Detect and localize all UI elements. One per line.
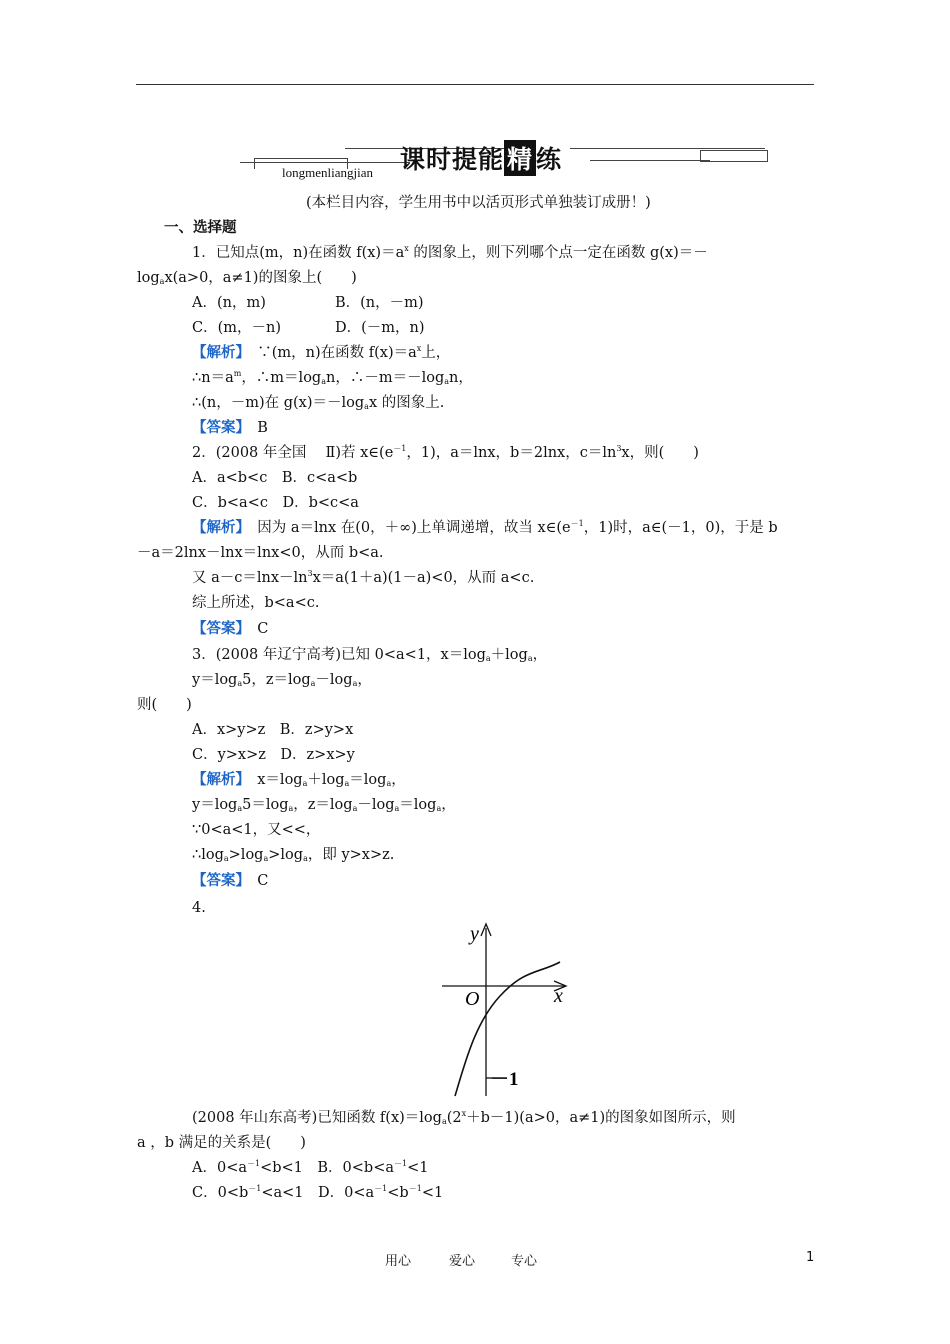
q2-explanation-line2: －a＝2lnx－lnx＝lnx<0，从而 b<a. [137,545,384,561]
q1-option-a: A．(n，m) [192,295,266,311]
function-graph [430,918,580,1098]
section-heading: 一、选择题 [164,219,237,236]
q4-stem-line2: a ，b 满足的关系是( ) [137,1135,306,1151]
q2-stem: 2．(2008 年全国 Ⅱ)若 $x\in(e^{-1}$，1)，a＝lnx，b＝2lnx，$c=\ln^3x$，则( ) [192,444,699,461]
q3-stem-line2: $y=\log_a5$，$z=\log_a-\log_a$， [192,672,372,688]
banner-subtitle: longmenliangjian [282,165,373,180]
q1-option-b: B．(n，－m) [335,295,424,311]
q2-explanation-line4: 综上所述，b<a<c. [192,595,320,611]
q1-option-d: D．(－m，n) [335,320,425,336]
q2-explanation-line3: 又 $a-c=\ln x-\ln^3x=a(1+a)(1-a)<0$，从而 a<c. [192,569,535,586]
q4-options-ab: A．$0<a^{-1}<b<1$ B．$0<b<a^{-1}<1$ [192,1159,429,1176]
q3-explanation-line1: 【解析】 $x=\log_a+\log_a=\log_a$， [192,771,406,788]
q1-explanation-line3: ∴(n，－m)在 $g(x)=-\log_ax$ 的图象上. [192,395,445,411]
header-rule [136,84,814,85]
q2-options-ab: A．a<b<c B．c<a<b [192,470,358,486]
q1-stem-line2: $\log_ax(a>0$，a≠1)的图象上( ) [137,270,357,286]
q4-stem-line1: (2008 年山东高考)已知函数 $f(x)=\log_a(2^x+b-1)(a>0$，a≠1)的图象如图所示，则 [192,1109,736,1126]
q1-stem-line1: 1．已知点(m，n)在函数 $f(x)=a^x$ 的图象上，则下列哪个点一定在函数 g(x)＝－ [192,244,708,261]
q4-options-cd: C．$0<b^{-1}<a<1$ D．$0<a^{-1}<b^{-1}<1$ [192,1184,444,1201]
banner-title: 课时提能 精 练 [400,140,562,176]
tick-label: －1 [490,1069,519,1090]
q3-options-cd: C．y>x>z D．z>x>y [192,747,355,763]
q1-option-c: C．(m，－n) [192,320,281,336]
section-banner [240,138,770,182]
x-axis-label: x [554,985,563,1007]
q1-explanation-line2: $\therefore n=a^m$，$\therefore m=\log_an$，$\therefore-m=-\log_an$， [192,369,473,386]
q3-options-ab: A．x>y>z B．z>y>x [192,722,354,738]
y-axis-label: y [470,923,479,945]
q2-answer: 【答案】 C [192,620,269,637]
q2-explanation-line1: 【解析】 因为 a＝lnx 在(0，＋∞)上单调递增，故当 $x\in(e^{-1}$，1)时，a∈(－1，0)，于是 b [192,519,778,536]
note-line: (本栏目内容，学生用书中以活页形式单独装订成册！) [306,195,651,211]
q2-options-cd: C．b<a<c D．b<c<a [192,495,359,511]
q3-explanation-line4: $\therefore\log_a>\log_a>\log_a$，即 y>x>z. [192,847,395,863]
q1-explanation-line1: 【解析】 ∵(m，n)在函数 $f(x)=a^x$上， [192,344,451,361]
q3-answer: 【答案】 C [192,872,269,889]
q1-answer: 【答案】 B [192,419,268,436]
q4-number: 4. [192,900,206,916]
q3-stem-line3: 则( ) [137,697,192,713]
q3-explanation-line2: $y=\log_a5=\log_a$，$z=\log_a-\log_a=\log_a$， [192,797,456,813]
banner-title-highlight: 精 [504,140,536,176]
q3-stem-line1: 3．(2008 年辽宁高考)已知 0<a<1，$x=\log_a+\log_a$， [192,647,548,663]
q3-explanation-line3: ∵0<a<1，又<<， [192,822,321,838]
footer-text-2: 爱心 [449,1254,476,1269]
page-number: 1 [806,1250,815,1265]
footer-text-3: 专心 [511,1254,538,1269]
footer-text-1: 用心 [385,1254,412,1269]
origin-label: O [465,988,480,1010]
